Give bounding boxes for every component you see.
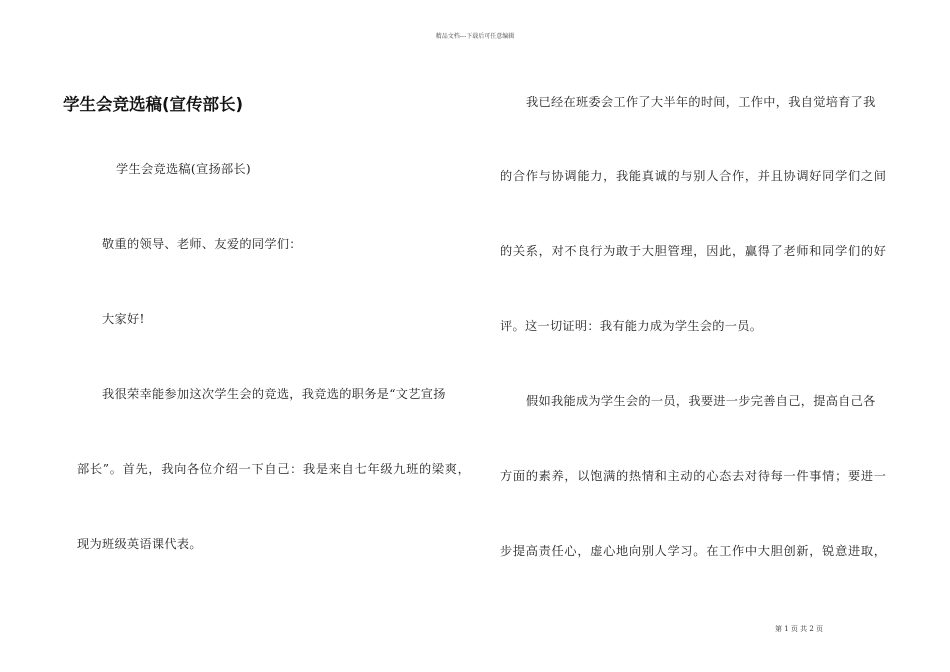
body-line: 我已经在班委会工作了大半年的时间，工作中，我自觉培育了我	[526, 95, 876, 109]
body-line: 部长”。首先，我向各位介绍一下自己：我是来自七年级九班的梁爽，	[77, 462, 471, 476]
body-line: 的关系，对不良行为敢于大胆管理，因此，赢得了老师和同学们的好	[500, 244, 887, 258]
page-number: 第 1 页 共 2 页	[775, 625, 824, 633]
page-header: 精品文档---下载后可任意编辑	[435, 33, 515, 40]
body-line: 现为班级英语课代表。	[77, 537, 202, 551]
body-line: 评。这一切证明：我有能力成为学生会的一员。	[500, 319, 763, 333]
salutation-line: 敬重的领导、老师、友爱的同学们：	[102, 237, 302, 251]
document-title: 学生会竞选稿(宣传部长)	[63, 95, 244, 114]
greeting-line: 大家好!	[102, 312, 145, 326]
body-line: 的合作与协调能力，我能真诚的与别人合作，并且协调好同学们之间	[500, 169, 887, 183]
body-line: 我很荣幸能参加这次学生会的竞选，我竞选的职务是“文艺宣扬	[102, 387, 446, 401]
body-line: 假如我能成为学生会的一员，我要进一步完善自己，提高自己各	[526, 394, 876, 408]
subtitle-line: 学生会竞选稿(宣扬部长)	[116, 162, 251, 176]
body-line: 方面的素养，以饱满的热情和主动的心态去对待每一件事情；要进一	[500, 469, 887, 483]
body-line: 步提高责任心，虚心地向别人学习。在工作中大胆创新，锐意进取，	[500, 544, 887, 558]
